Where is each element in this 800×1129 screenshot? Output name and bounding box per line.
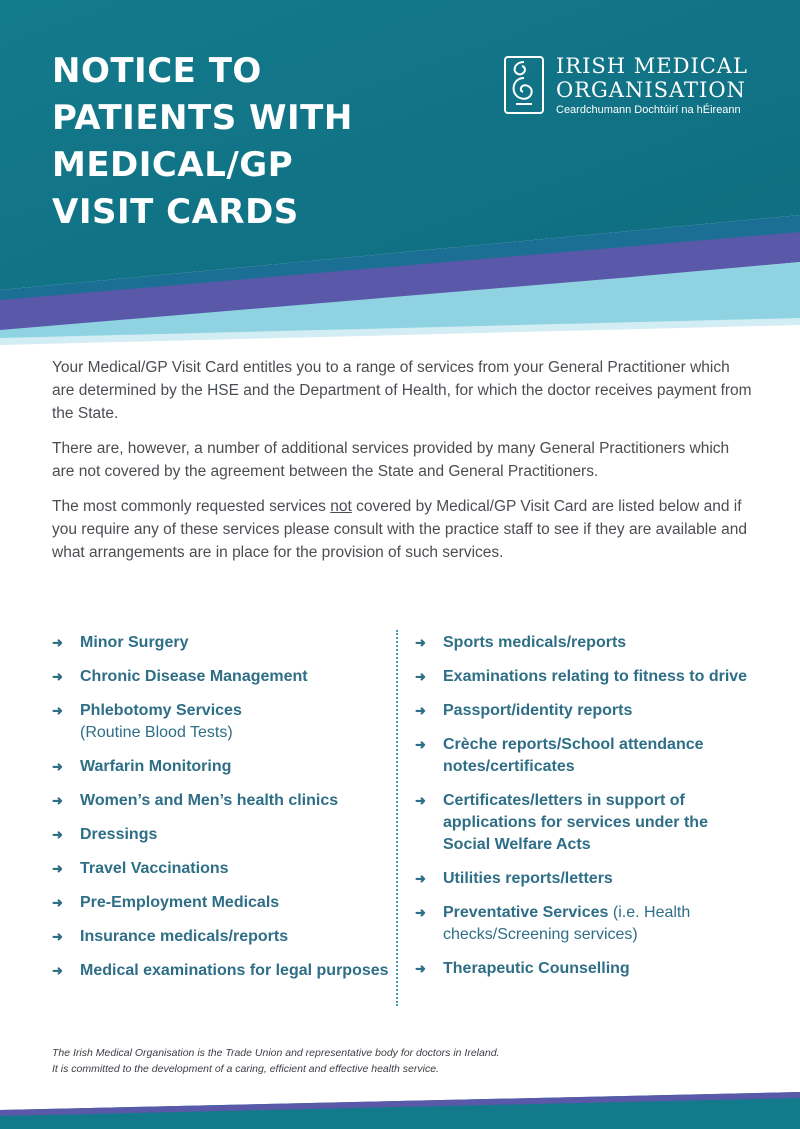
service-name: Therapeutic Counselling xyxy=(443,960,630,977)
arrow-icon: ➜ xyxy=(415,635,426,650)
services-list-left xyxy=(52,632,392,994)
imo-logo xyxy=(502,52,762,122)
service-name: Insurance medicals/reports xyxy=(80,928,289,945)
arrow-icon: ➜ xyxy=(52,929,63,944)
service-item xyxy=(415,734,755,778)
service-item xyxy=(415,632,755,654)
intro-paragraph-1: Your Medical/GP Visit Card entitles you to a range of services from your General Practitioner which are determined by the HSE and the Department of Health, for which the doctor receives payment from the State. xyxy=(52,359,752,422)
arrow-icon: ➜ xyxy=(52,827,63,842)
service-note: (i.e. Health checks/Screening services) xyxy=(443,904,691,943)
service-item xyxy=(415,958,755,980)
service-name: Medical examinations for legal purposes xyxy=(80,962,389,979)
intro-paragraph-2: There are, however, a number of additional services provided by many General Practitioners which are not covered by the agreement between the State and General Practitioners. xyxy=(52,440,730,480)
arrow-icon: ➜ xyxy=(52,635,63,650)
arrow-icon: ➜ xyxy=(52,861,63,876)
column-divider xyxy=(396,630,398,1006)
service-item xyxy=(52,666,392,688)
arrow-icon: ➜ xyxy=(52,759,63,774)
service-name: Minor Surgery xyxy=(80,634,189,651)
service-name: Sports medicals/reports xyxy=(443,634,627,651)
service-item xyxy=(52,756,392,778)
intro-text xyxy=(52,356,752,576)
arrow-icon: ➜ xyxy=(415,905,426,920)
title-line: MEDICAL/GP xyxy=(52,145,294,185)
service-name: Chronic Disease Management xyxy=(80,668,308,685)
service-item xyxy=(52,700,392,744)
services-list-right xyxy=(415,632,755,992)
arrow-icon: ➜ xyxy=(415,669,426,684)
service-item xyxy=(415,790,755,856)
service-name: Pre-Employment Medicals xyxy=(80,894,280,911)
arrow-icon: ➜ xyxy=(415,961,426,976)
service-name: Travel Vaccinations xyxy=(80,860,229,877)
arrow-icon: ➜ xyxy=(52,669,63,684)
service-name: Utilities reports/letters xyxy=(443,870,613,887)
arrow-icon: ➜ xyxy=(52,963,63,978)
service-name: Warfarin Monitoring xyxy=(80,758,232,775)
service-note: (Routine Blood Tests) xyxy=(80,724,233,741)
arrow-icon: ➜ xyxy=(415,871,426,886)
emphasis-not: not xyxy=(330,498,352,515)
title-line: PATIENTS WITH xyxy=(52,98,353,138)
service-item xyxy=(415,868,755,890)
service-name: Certificates/letters in support of applications for services under the Social Welfare Acts xyxy=(443,792,708,853)
arrow-icon: ➜ xyxy=(52,793,63,808)
service-item xyxy=(52,632,392,654)
logo-line-2: ORGANISATION xyxy=(556,78,746,102)
arrow-icon: ➜ xyxy=(52,703,63,718)
intro-paragraph-3-start: The most commonly requested services xyxy=(52,498,331,515)
arrow-icon: ➜ xyxy=(415,737,426,752)
service-name: Passport/identity reports xyxy=(443,702,633,719)
title-line: VISIT CARDS xyxy=(52,192,299,232)
footer-line-1: The Irish Medical Organisation is the Trade Union and representative body for doctors in Ireland. xyxy=(52,1047,500,1059)
service-item xyxy=(52,926,392,948)
service-name: Examinations relating to fitness to drive xyxy=(443,668,748,685)
service-name: Women’s and Men’s health clinics xyxy=(80,792,339,809)
arrow-icon: ➜ xyxy=(415,793,426,808)
arrow-icon: ➜ xyxy=(52,895,63,910)
logo-subtitle: Ceardchumann Dochtúirí na hÉireann xyxy=(556,104,741,116)
celtic-spiral-icon xyxy=(502,54,546,116)
intro-paragraph-3 xyxy=(52,495,752,564)
intro-paragraph-3-end: covered by Medical/GP Visit Card are listed below and if you require any of these services please consult with the practice staff to see if they are available and what arrangements are in place for the provision of such services. xyxy=(52,498,748,561)
service-item xyxy=(52,892,392,914)
service-item xyxy=(52,858,392,880)
service-item xyxy=(415,902,755,946)
service-item xyxy=(52,790,392,812)
footer-band xyxy=(0,1090,800,1129)
page-title xyxy=(52,48,353,236)
service-item xyxy=(415,666,755,688)
footer-line-2: It is committed to the development of a caring, efficient and effective health service. xyxy=(52,1063,439,1075)
service-name: Preventative Services xyxy=(443,904,609,921)
footer-note xyxy=(52,1045,752,1077)
service-item xyxy=(52,824,392,846)
service-name: Dressings xyxy=(80,826,158,843)
service-item xyxy=(415,700,755,722)
service-name: Phlebotomy Services xyxy=(80,702,242,719)
logo-line-1: IRISH MEDICAL xyxy=(556,54,748,78)
title-line: NOTICE TO xyxy=(52,51,262,91)
arrow-icon: ➜ xyxy=(415,703,426,718)
service-item xyxy=(52,960,392,982)
service-name: Crèche reports/School attendance notes/certificates xyxy=(443,736,704,775)
